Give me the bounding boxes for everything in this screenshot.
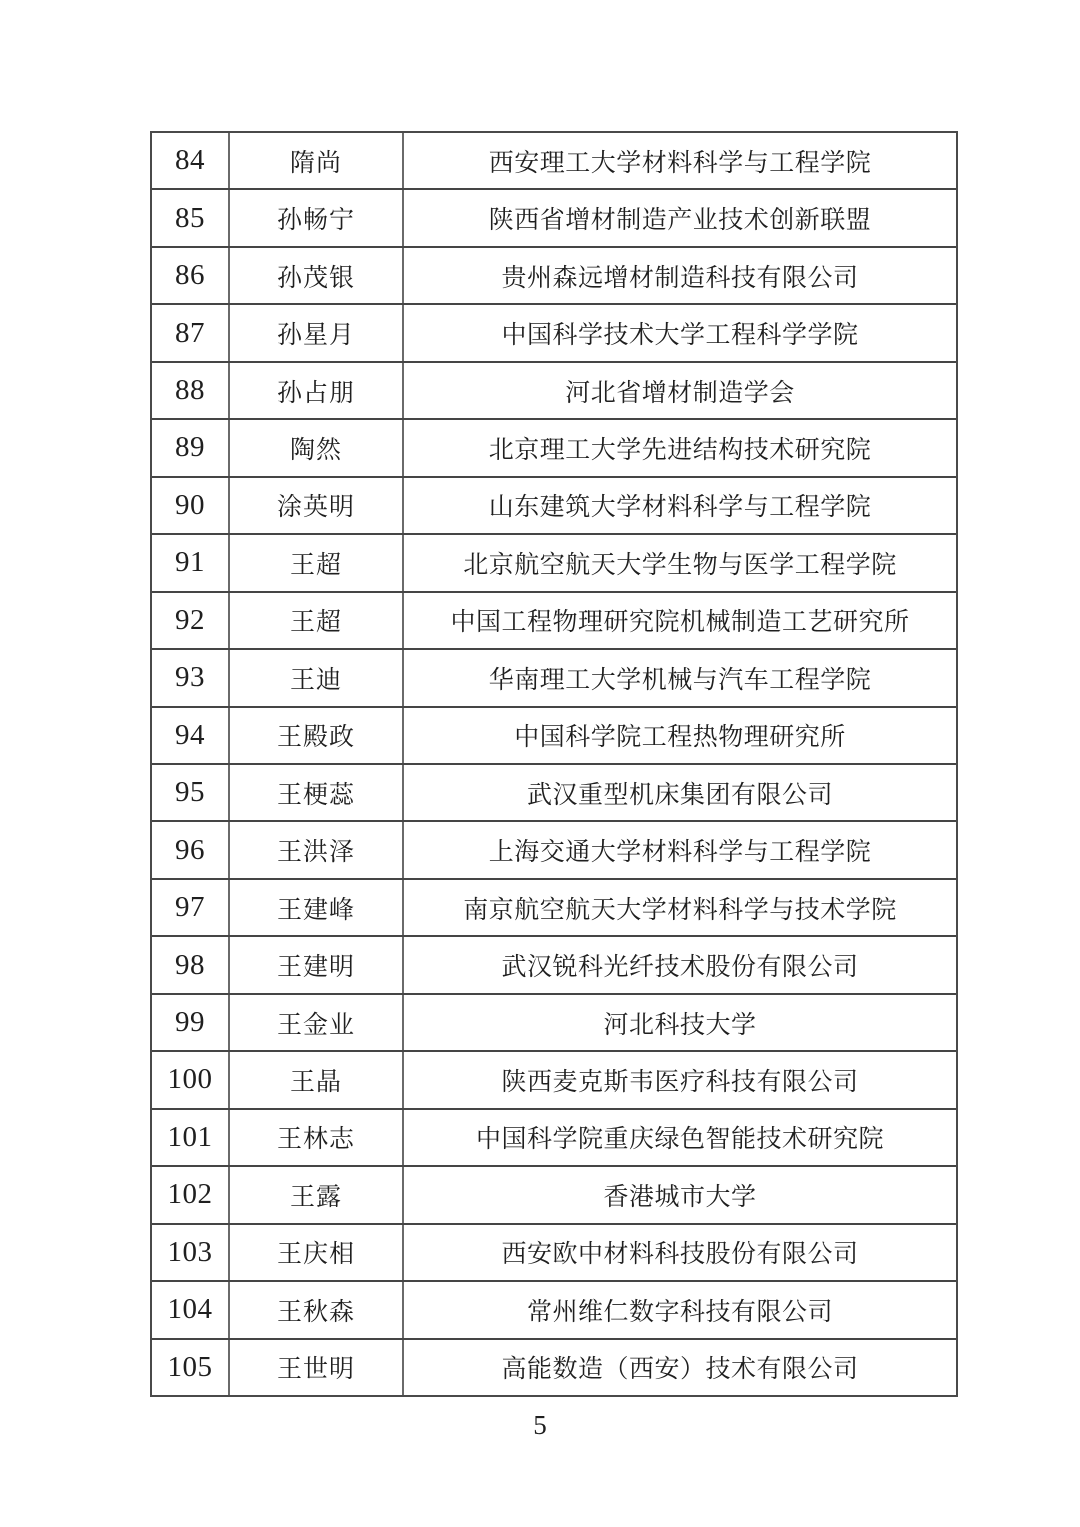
cell-index: 91 bbox=[152, 535, 230, 590]
cell-index: 93 bbox=[152, 650, 230, 705]
cell-name: 王晶 bbox=[230, 1052, 404, 1107]
cell-name: 王超 bbox=[230, 535, 404, 590]
cell-name: 孙畅宁 bbox=[230, 190, 404, 245]
cell-organization: 陕西麦克斯韦医疗科技有限公司 bbox=[501, 1068, 859, 1096]
cell-name: 隋尚 bbox=[230, 133, 404, 188]
table-row bbox=[152, 706, 956, 763]
table-row bbox=[152, 1338, 956, 1395]
cell-name: 王迪 bbox=[230, 650, 404, 705]
cell-name: 王建峰 bbox=[230, 880, 404, 935]
cell-name: 王梗蕊 bbox=[230, 765, 404, 820]
cell-organization: 北京航空航天大学生物与医学工程学院 bbox=[463, 551, 897, 579]
cell-organization: 武汉锐科光纤技术股份有限公司 bbox=[501, 954, 859, 982]
cell-index: 99 bbox=[152, 995, 230, 1050]
cell-index: 101 bbox=[152, 1110, 230, 1165]
cell-index: 94 bbox=[152, 708, 230, 763]
cell-organization: 南京航空航天大学材料科学与技术学院 bbox=[463, 896, 897, 924]
table-row bbox=[152, 1280, 956, 1337]
cell-organization: 西安欧中材料科技股份有限公司 bbox=[501, 1241, 859, 1269]
cell-name: 王洪泽 bbox=[230, 822, 404, 877]
cell-index: 87 bbox=[152, 305, 230, 360]
table-row bbox=[152, 1223, 956, 1280]
cell-name: 王庆相 bbox=[230, 1225, 404, 1280]
cell-index: 88 bbox=[152, 363, 230, 418]
cell-organization: 河北省增材制造学会 bbox=[565, 379, 795, 407]
cell-organization: 北京理工大学先进结构技术研究院 bbox=[488, 436, 872, 464]
table-row bbox=[152, 648, 956, 705]
roster-table bbox=[150, 131, 958, 1397]
table-row bbox=[152, 1165, 956, 1222]
cell-name: 涂英明 bbox=[230, 478, 404, 533]
table-row bbox=[152, 591, 956, 648]
cell-name: 孙星月 bbox=[230, 305, 404, 360]
cell-organization: 西安理工大学材料科学与工程学院 bbox=[488, 149, 872, 177]
cell-index: 92 bbox=[152, 593, 230, 648]
cell-organization: 山东建筑大学材料科学与工程学院 bbox=[488, 494, 872, 522]
cell-organization: 中国工程物理研究院机械制造工艺研究所 bbox=[450, 609, 910, 637]
cell-index: 84 bbox=[152, 133, 230, 188]
cell-organization: 高能数造（西安）技术有限公司 bbox=[501, 1356, 859, 1384]
table-row bbox=[152, 878, 956, 935]
cell-index: 90 bbox=[152, 478, 230, 533]
cell-index: 98 bbox=[152, 937, 230, 992]
table-row bbox=[152, 188, 956, 245]
cell-organization: 中国科学院重庆绿色智能技术研究院 bbox=[475, 1126, 884, 1154]
table-row bbox=[152, 1050, 956, 1107]
cell-organization: 常州维仁数字科技有限公司 bbox=[526, 1298, 833, 1326]
cell-index: 102 bbox=[152, 1167, 230, 1222]
table-row bbox=[152, 533, 956, 590]
table-row bbox=[152, 1108, 956, 1165]
table-row bbox=[152, 935, 956, 992]
cell-name: 孙占朋 bbox=[230, 363, 404, 418]
cell-organization: 华南理工大学机械与汽车工程学院 bbox=[488, 666, 872, 694]
cell-index: 96 bbox=[152, 822, 230, 877]
table-row bbox=[152, 361, 956, 418]
cell-name: 王超 bbox=[230, 593, 404, 648]
cell-index: 86 bbox=[152, 248, 230, 303]
cell-name: 陶然 bbox=[230, 420, 404, 475]
table-row bbox=[152, 133, 956, 188]
table-row bbox=[152, 303, 956, 360]
cell-name: 王殿政 bbox=[230, 708, 404, 763]
table-row bbox=[152, 476, 956, 533]
cell-organization: 贵州森远增材制造科技有限公司 bbox=[501, 264, 859, 292]
table-row bbox=[152, 763, 956, 820]
cell-index: 103 bbox=[152, 1225, 230, 1280]
table-row bbox=[152, 820, 956, 877]
cell-organization: 上海交通大学材料科学与工程学院 bbox=[488, 839, 872, 867]
cell-organization: 武汉重型机床集团有限公司 bbox=[526, 781, 833, 809]
cell-organization: 香港城市大学 bbox=[603, 1183, 757, 1211]
cell-index: 100 bbox=[152, 1052, 230, 1107]
cell-index: 89 bbox=[152, 420, 230, 475]
cell-name: 王金业 bbox=[230, 995, 404, 1050]
cell-organization: 中国科学院工程热物理研究所 bbox=[514, 724, 846, 752]
cell-organization: 陕西省增材制造产业技术创新联盟 bbox=[488, 207, 872, 235]
cell-index: 85 bbox=[152, 190, 230, 245]
cell-name: 王林志 bbox=[230, 1110, 404, 1165]
cell-organization: 河北科技大学 bbox=[603, 1011, 757, 1039]
cell-index: 105 bbox=[152, 1340, 230, 1395]
cell-index: 95 bbox=[152, 765, 230, 820]
table-row bbox=[152, 418, 956, 475]
table-row bbox=[152, 993, 956, 1050]
page-number: 5 bbox=[533, 1410, 547, 1440]
cell-name: 王世明 bbox=[230, 1340, 404, 1395]
cell-organization: 中国科学技术大学工程科学学院 bbox=[501, 322, 859, 350]
cell-index: 97 bbox=[152, 880, 230, 935]
cell-index: 104 bbox=[152, 1282, 230, 1337]
cell-name: 王露 bbox=[230, 1167, 404, 1222]
cell-name: 王秋森 bbox=[230, 1282, 404, 1337]
cell-name: 孙茂银 bbox=[230, 248, 404, 303]
cell-name: 王建明 bbox=[230, 937, 404, 992]
table-row bbox=[152, 246, 956, 303]
